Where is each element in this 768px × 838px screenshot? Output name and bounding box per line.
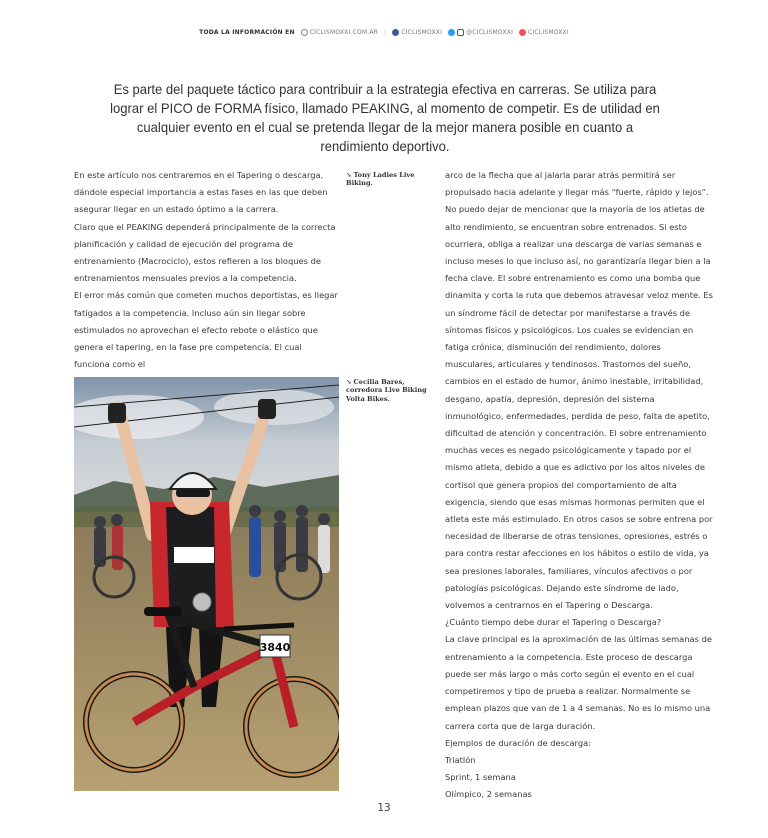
left-paragraph-1: En este artículo nos centraremos en el Tapering o descarga, dándole especial importancia a estas fases en las que deben asegurar llegar en un estado óptimo a la carrera. [74,170,328,215]
facebook-icon [392,29,399,36]
facebook-link[interactable]: CICLISMOXXI [392,29,442,36]
page-number: 13 [377,802,391,814]
header-lead: TODA LA INFORMACIÓN EN [199,28,295,36]
caption-1: ↘ Tony Ladies Live Biking. [346,171,415,188]
right-paragraph-3: ¿Cuánto tiempo debe durar el Tapering o Descarga? [445,617,662,628]
instagram-icon [457,29,464,36]
cyclist-photo [74,377,339,791]
right-paragraph-2: No puedo dejar de mencionar que la mayoría de los atletas de alto rendimiento, se encuentran sobre entrenados. Si esto ocurriera, obliga a realizar una descarga de varias semanas e incluso meses lo que incluso así, no garantizaría llegar bien a la fecha clave. El sobre entrenamiento es como una bomba que dinamita y corta la ruta que debemos atravesar veloz mente. Es un síndrome fácil de detectar por manifestarse a través de síntomas físicos y psicológicos. Los cuales se evidencian en fatiga crónica, disminución del rendimiento, dolores musculares, articulares y tendinosos. Trastornos del sueño, cambios en el estado de humor, ánimo inestable, irritabilidad, desgano, apatía, depresión, depresión del sistema inmunológico, enfermedades, perdida de peso, falta de apetito, dificultad de atención y concentración. El sobre entrenamiento muchas veces es negado psicológicamente y tapado por el mismo atleta, debido a que es adictivo por los altos niveles de cortisol que genera propios del comportamiento de alta exigencia, siendo que esas mismas hormonas permiten que el atleta este más estimulado. En otros casos se sobre entrena por necesidad de liberarse de otras tensiones, opresiones, estrés o para contra restar afecciones en los hábitos o estilo de vida, ya sea presiones laborales, familiares, vínculos afectivos o por patologías psicológicas. Dejando este síndrome de lado, volvemos a centrarnos en el Tapering o Descarga. [445,204,713,611]
arrow-icon: ↘ [346,378,352,386]
right-paragraph-8: Olímpico, 2 semanas [445,789,532,800]
youtube-icon [519,29,526,36]
arrow-icon: ↘ [346,171,352,179]
site-link[interactable]: CICLISMOXXI.COM.AR [301,29,378,36]
left-paragraph-3: El error más común que cometen muchos deportistas, es llegar fatigados a la competencia. Incluso aún sin llegar sobre estimulados no aprovechan el efecto rebote o elástico que genera el tapering, en la fase pre competencia. El cual funciona como el [74,290,338,370]
right-paragraph-7: Sprint, 1 semana [445,772,516,783]
right-paragraph-6: Triatlón [445,754,476,765]
right-column [445,167,713,804]
right-paragraph-5: Ejemplos de duración de descarga: [445,737,591,748]
header-bar: TODA LA INFORMACIÓN EN CICLISMOXXI.COM.AR | CICLISMOXXI @CICLISMOXXI CICLISMOXXI [199,28,569,36]
twitter-icon [448,29,455,36]
intro-paragraph: Es parte del paquete táctico para contribuir a la estrategia efectiva en carreras. Se utiliza para lograr el PICO de FORMA físico, llamado PEAKING, al momento de competir. Es de utilidad en cualquier evento en el cual se pretenda llegar de la mejor manera posible en cuanto a rendimiento deportivo. [110,82,660,154]
globe-icon [301,29,308,36]
caption-2: ↘ Cecilia Bares, corredora Live Biking Volta Bikes. [346,378,427,403]
right-paragraph-1: arco de la flecha que al jalarla parar atrás permitirá ser propulsado hacia adelante y llegar más “fuerte, rápido y lejos”. [445,170,709,198]
right-paragraph-4: La clave principal es la aproximación de las últimas semanas de entrenamiento a la competencia. Este proceso de descarga puede ser más largo o más corto según el evento en el cual competiremos y tipo de prueba a realizar. Normalmente se emplean plazos que van de 1 a 4 semanas. No es lo mismo una carrera corta que de larga duración. [445,634,712,731]
social-icons[interactable]: @CICLISMOXXI [448,29,513,36]
youtube-link[interactable]: CICLISMOXXI [519,29,569,36]
left-column [74,167,338,373]
left-paragraph-2: Claro que el PEAKING dependerá principalmente de la correcta planificación y calidad de ejecución del programa de entrenamiento (Macrociclo), estos refieren a los bloques de entrenamientos mensuales previos a la competencia. [74,221,336,284]
race-plate-number: 3840 [259,641,291,654]
